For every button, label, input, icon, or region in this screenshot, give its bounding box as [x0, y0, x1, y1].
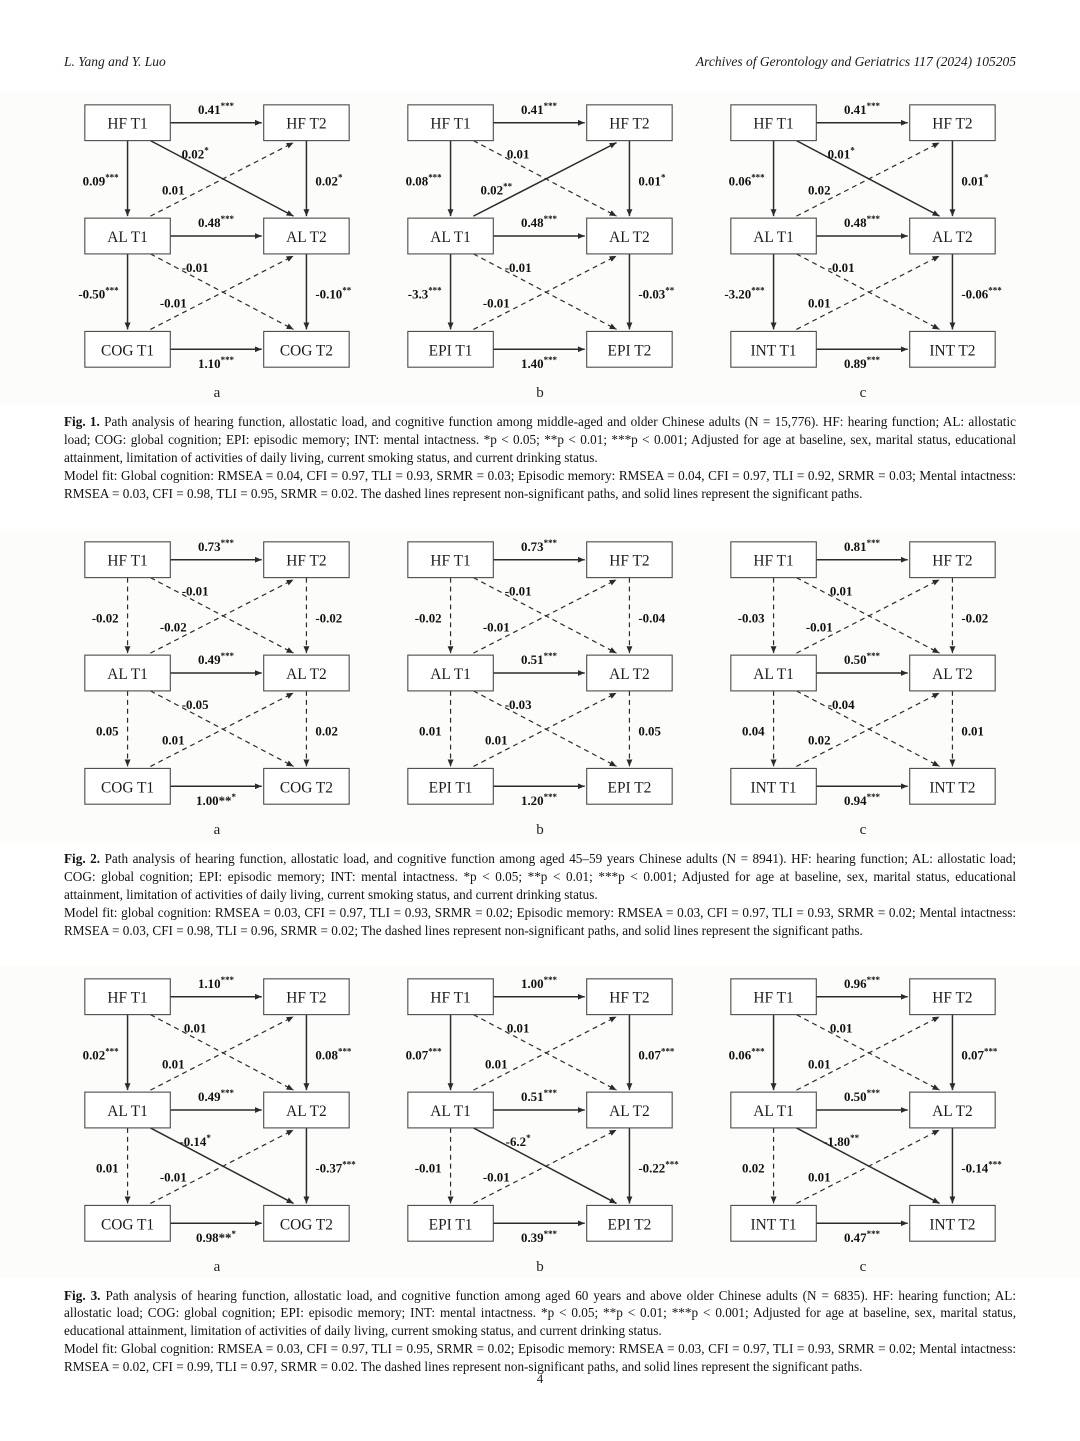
panel-letter: c	[859, 385, 867, 401]
path-coefficient-mid_h: 0.48***	[521, 214, 558, 231]
path-coefficient-d_lo_dn: -0.01	[181, 259, 209, 275]
path-coefficient-d_lo_dn: -0.03	[504, 696, 532, 712]
node-label-tl: HF T1	[107, 552, 148, 570]
path-coefficient-d_up_up: 0.01	[161, 1055, 185, 1071]
path-coefficient-rv_lo: 0.01	[961, 723, 984, 739]
path-coefficient-d_lo_up: -0.01	[159, 295, 187, 311]
path-arrow-d_up_dn-nonsignificant	[796, 577, 939, 653]
node-label-mr: AL T2	[286, 665, 327, 683]
path-coefficient-lv_up: -0.02	[414, 610, 442, 626]
fig3-panel-a	[58, 968, 376, 1276]
node-label-mr: AL T2	[609, 228, 650, 246]
path-coefficient-bot_h: 1.20***	[521, 791, 558, 808]
path-diagram	[704, 531, 1022, 821]
node-label-bl: INT T1	[750, 1215, 797, 1233]
path-coefficient-top_h: 0.81***	[844, 537, 881, 554]
path-coefficient-bot_h: 0.98***	[196, 1228, 236, 1245]
path-coefficient-d_lo_up: 0.01	[807, 1169, 831, 1185]
node-label-br: EPI T2	[607, 1215, 652, 1233]
node-label-bl: INT T1	[750, 342, 797, 360]
path-coefficient-d_up_dn: 0.01*	[827, 145, 855, 162]
node-label-ml: AL T1	[430, 665, 471, 683]
path-coefficient-d_lo_dn: -0.01	[827, 259, 855, 275]
node-label-bl: EPI T1	[428, 779, 473, 797]
path-coefficient-top_h: 1.10***	[198, 974, 235, 991]
figure-2-panels	[0, 529, 1080, 841]
panel-letter: a	[213, 385, 221, 401]
node-label-br: INT T2	[929, 342, 976, 360]
path-coefficient-d_lo_dn: -0.01	[504, 259, 532, 275]
node-label-tl: HF T1	[753, 115, 794, 133]
caption-body: Path analysis of hearing function, allostatic load, and cognitive function among aged 45–59 years Chinese adults (N = 8941). HF: hearing function; AL: allostatic load; COG: global cognition; EPI: episodic memory; INT: mental intactness. *p < 0.05; **p < 0.01; ***p < 0.001; Adjusted for age at baseline, sex, marital status, educational attainment, limitation of activities of daily living, current smoking status, and current drinking status.	[64, 850, 1016, 902]
figure-1-panels	[0, 92, 1080, 404]
path-coefficient-lv_lo: -0.50***	[78, 285, 119, 302]
path-coefficient-d_lo_dn: -0.04	[827, 696, 855, 712]
path-coefficient-d_up_up: 0.02**	[480, 181, 513, 198]
node-label-tl: HF T1	[753, 989, 794, 1007]
path-coefficient-rv_lo: 0.05	[638, 723, 661, 739]
node-label-tl: HF T1	[430, 989, 471, 1007]
node-label-br: INT T2	[929, 779, 976, 797]
path-coefficient-d_up_dn: 0.01	[506, 1020, 530, 1036]
path-arrow-d_lo_dn-nonsignificant	[150, 691, 293, 767]
path-coefficient-d_lo_dn: -6.2*	[505, 1132, 531, 1149]
node-label-ml: AL T1	[107, 228, 148, 246]
node-label-bl: COG T1	[100, 779, 155, 797]
caption-text	[64, 413, 1016, 467]
caption-label: Fig. 1.	[64, 414, 100, 429]
path-coefficient-lv_up: 0.02***	[82, 1045, 119, 1062]
path-coefficient-mid_h: 0.50***	[844, 650, 881, 667]
path-coefficient-top_h: 0.41***	[844, 100, 881, 117]
node-label-tl: HF T1	[107, 989, 148, 1007]
path-coefficient-mid_h: 0.51***	[521, 1087, 558, 1104]
path-coefficient-rv_lo: -0.14***	[961, 1159, 1002, 1176]
path-arrow-d_lo_dn-nonsignificant	[473, 691, 616, 767]
path-coefficient-top_h: 1.00***	[521, 974, 558, 991]
path-coefficient-d_up_up: -0.01	[482, 619, 510, 635]
node-label-ml: AL T1	[107, 665, 148, 683]
path-coefficient-rv_up: -0.04	[638, 610, 666, 626]
path-diagram	[381, 968, 699, 1258]
path-coefficient-d_lo_up: 0.01	[807, 295, 831, 311]
node-label-br: COG T2	[279, 1215, 334, 1233]
panel-letter: b	[536, 821, 544, 838]
panel-letter: b	[536, 385, 544, 401]
fig2-panel-b	[381, 531, 699, 839]
fig3-panel-c	[704, 968, 1022, 1276]
node-label-ml: AL T1	[753, 1102, 794, 1120]
path-arrow-d_up_dn-nonsignificant	[150, 577, 293, 653]
panel-letter: c	[859, 1258, 867, 1275]
figure-1-caption	[0, 413, 1080, 503]
path-coefficient-d_lo_up: 0.02	[807, 732, 831, 748]
node-label-tr: HF T2	[932, 115, 973, 133]
fig3-panel-b	[381, 968, 699, 1276]
path-coefficient-lv_up: 0.08***	[405, 172, 442, 189]
path-diagram	[58, 531, 376, 821]
node-label-tl: HF T1	[430, 552, 471, 570]
node-label-bl: INT T1	[750, 779, 797, 797]
path-coefficient-d_up_dn: 0.01	[506, 146, 530, 162]
page-number: 4	[536, 1371, 544, 1386]
path-arrow-d_lo_dn-significant	[150, 1127, 293, 1203]
path-coefficient-rv_lo: -0.10**	[315, 285, 352, 302]
node-label-br: COG T2	[279, 779, 334, 797]
node-label-bl: EPI T1	[428, 1215, 473, 1233]
path-coefficient-rv_up: 0.01*	[961, 172, 989, 189]
caption-body: Path analysis of hearing function, allostatic load, and cognitive function among middle-aged and older Chinese adults (N = 15,776). HF: hearing function; AL: allostatic load; COG: global cognition; EPI: episodic memory; INT: mental intactness. *p < 0.05; **p < 0.01; ***p < 0.001; Adjusted for age at baseline, sex, marital status, educational attainment, limitation of activities of daily living, current smoking status, and current drinking status.	[64, 414, 1016, 465]
path-coefficient-lv_lo: 0.01	[419, 723, 442, 739]
path-arrow-d_up_dn-nonsignificant	[796, 1014, 939, 1090]
path-diagram	[58, 94, 376, 384]
path-arrow-d_lo_dn-significant	[473, 1127, 616, 1203]
node-label-mr: AL T2	[286, 228, 327, 246]
path-coefficient-bot_h: 1.40***	[521, 355, 558, 372]
path-coefficient-top_h: 0.73***	[198, 537, 235, 554]
fig2-panel-a	[58, 531, 376, 839]
path-arrow-d_up_dn-nonsignificant	[473, 1014, 616, 1090]
path-arrow-d_up_dn-significant	[796, 141, 939, 217]
path-coefficient-d_up_dn: -0.01	[504, 583, 532, 599]
path-coefficient-rv_lo: -0.06***	[961, 285, 1002, 302]
path-coefficient-d_up_up: 0.01	[807, 1055, 831, 1071]
path-coefficient-lv_up: 0.09***	[82, 172, 119, 189]
path-coefficient-d_up_dn: 0.01	[183, 1020, 207, 1036]
path-coefficient-bot_h: 0.39***	[521, 1228, 558, 1245]
path-coefficient-d_up_up: 0.01	[484, 1055, 508, 1071]
path-coefficient-d_lo_up: 0.01	[161, 732, 185, 748]
node-label-tr: HF T2	[609, 989, 650, 1007]
path-coefficient-rv_up: 0.02*	[315, 172, 343, 189]
figure-1	[0, 92, 1080, 503]
path-coefficient-d_lo_up: -0.01	[159, 1169, 187, 1185]
path-coefficient-mid_h: 0.51***	[521, 650, 558, 667]
path-coefficient-bot_h: 0.94***	[844, 791, 881, 808]
node-label-br: EPI T2	[607, 342, 652, 360]
fig2-panel-c	[704, 531, 1022, 839]
path-coefficient-d_lo_dn: -0.14*	[179, 1132, 211, 1149]
path-coefficient-lv_lo: 0.04	[742, 723, 765, 739]
path-coefficient-lv_lo: 0.02	[742, 1160, 765, 1176]
caption-modelfit: Model fit: Global cognition: RMSEA = 0.03, CFI = 0.97, TLI = 0.95, SRMR = 0.02; Episodic memory: RMSEA = 0.03, CFI = 0.97, TLI = 0.93, SRMR = 0.02; Mental intactness: RMSEA = 0.02, CFI = 0.99, TLI = 0.97, SRMR = 0.02. The dashed lines represent non-significant paths, and solid lines represent the significant paths.	[64, 1341, 1016, 1375]
path-coefficient-d_up_up: -0.02	[159, 619, 187, 635]
path-coefficient-d_lo_up: 0.01	[484, 732, 508, 748]
path-coefficient-d_up_dn: 0.02*	[181, 145, 209, 162]
path-coefficient-rv_lo: -0.22***	[638, 1159, 679, 1176]
fig1-panel-c	[704, 94, 1022, 402]
path-coefficient-lv_up: 0.07***	[405, 1045, 442, 1062]
path-coefficient-lv_up: -0.02	[91, 610, 119, 626]
node-label-tr: HF T2	[286, 989, 327, 1007]
node-label-tl: HF T1	[107, 115, 148, 133]
path-coefficient-lv_up: 0.06***	[728, 172, 765, 189]
path-coefficient-top_h: 0.96***	[844, 974, 881, 991]
path-coefficient-d_up_dn: 0.01	[829, 1020, 853, 1036]
path-coefficient-d_up_dn: -0.01	[181, 583, 209, 599]
path-coefficient-d_lo_dn: -1.80**	[823, 1132, 860, 1149]
path-coefficient-rv_up: -0.02	[315, 610, 343, 626]
caption-modelfit: Model fit: Global cognition: RMSEA = 0.04, CFI = 0.97, TLI = 0.93, SRMR = 0.03; Episodic memory: RMSEA = 0.04, CFI = 0.97, TLI = 0.92, SRMR = 0.03; Mental intactness: RMSEA = 0.03, CFI = 0.98, TLI = 0.95, SRMR = 0.02. The dashed lines represent non-significant paths, and solid lines represent the significant paths.	[64, 467, 1016, 501]
running-header-authors: L. Yang and Y. Luo	[64, 54, 166, 69]
path-coefficient-top_h: 0.41***	[198, 100, 235, 117]
node-label-br: COG T2	[279, 342, 334, 360]
node-label-tr: HF T2	[932, 552, 973, 570]
caption-body: Path analysis of hearing function, allostatic load, and cognitive function among aged 60 years and above older Chinese adults (N = 6835). HF: hearing function; AL: allostatic load; COG: global cognition; EPI: episodic memory; INT: mental intactness. *p < 0.05; **p < 0.01; ***p < 0.001; Adjusted for age at baseline, sex, marital status, educational attainment, limitation of activities of daily living, current smoking status, and current drinking status.	[64, 1287, 1016, 1339]
path-coefficient-lv_up: 0.06***	[728, 1045, 765, 1062]
caption-label: Fig. 2.	[64, 850, 101, 866]
path-coefficient-d_up_up: 0.01	[161, 182, 185, 198]
path-diagram	[381, 531, 699, 821]
path-coefficient-lv_lo: -3.20***	[724, 285, 765, 302]
figure-3-panels	[0, 966, 1080, 1278]
path-diagram	[58, 968, 376, 1258]
node-label-br: INT T2	[929, 1215, 976, 1233]
path-diagram	[704, 94, 1022, 384]
node-label-tr: HF T2	[932, 989, 973, 1007]
node-label-mr: AL T2	[609, 1102, 650, 1120]
path-coefficient-rv_lo: -0.37***	[315, 1159, 356, 1176]
path-coefficient-top_h: 0.41***	[521, 100, 558, 117]
path-coefficient-mid_h: 0.48***	[198, 214, 235, 231]
path-coefficient-bot_h: 0.89***	[844, 355, 881, 372]
node-label-bl: EPI T1	[428, 342, 473, 360]
path-coefficient-bot_h: 1.00***	[196, 791, 236, 808]
figure-3-caption	[0, 1287, 1080, 1377]
path-coefficient-mid_h: 0.48***	[844, 214, 881, 231]
caption-text	[64, 1287, 1016, 1341]
path-coefficient-lv_up: -0.03	[737, 610, 765, 626]
path-coefficient-d_lo_dn: -0.05	[181, 696, 209, 712]
running-header	[0, 0, 1080, 70]
node-label-mr: AL T2	[932, 1102, 973, 1120]
path-coefficient-rv_up: 0.01*	[638, 172, 666, 189]
path-coefficient-rv_up: -0.02	[961, 610, 989, 626]
path-arrow-d_lo_dn-nonsignificant	[796, 254, 939, 330]
path-coefficient-bot_h: 1.10***	[198, 355, 235, 372]
path-arrow-d_lo_dn-significant	[796, 1127, 939, 1203]
path-coefficient-rv_up: 0.08***	[315, 1045, 352, 1062]
node-label-bl: COG T1	[100, 342, 155, 360]
node-label-mr: AL T2	[609, 665, 650, 683]
path-coefficient-rv_up: 0.07***	[961, 1045, 998, 1062]
panel-letter: b	[536, 1258, 544, 1275]
node-label-ml: AL T1	[430, 1102, 471, 1120]
path-coefficient-lv_lo: -0.01	[414, 1160, 442, 1176]
panel-letter: a	[213, 821, 221, 838]
node-label-ml: AL T1	[753, 665, 794, 683]
node-label-mr: AL T2	[932, 665, 973, 683]
node-label-ml: AL T1	[753, 228, 794, 246]
node-label-bl: COG T1	[100, 1215, 155, 1233]
path-coefficient-mid_h: 0.50***	[844, 1087, 881, 1104]
node-label-mr: AL T2	[286, 1102, 327, 1120]
panel-letter: c	[859, 821, 867, 838]
path-coefficient-top_h: 0.73***	[521, 537, 558, 554]
fig1-panel-a	[58, 94, 376, 402]
fig1-panel-b	[381, 94, 699, 402]
path-coefficient-d_up_dn: 0.01	[829, 583, 853, 599]
node-label-mr: AL T2	[932, 228, 973, 246]
path-coefficient-mid_h: 0.49***	[198, 1087, 235, 1104]
caption-label: Fig. 3.	[64, 1287, 101, 1303]
node-label-tr: HF T2	[609, 115, 650, 133]
node-label-tr: HF T2	[286, 552, 327, 570]
caption-modelfit: Model fit: global cognition: RMSEA = 0.03, CFI = 0.97, TLI = 0.93, SRMR = 0.02; Episodic memory: RMSEA = 0.03, CFI = 0.97, TLI = 0.93, SRMR = 0.02; Mental intactness: RMSEA = 0.03, CFI = 0.98, TLI = 0.96, SRMR = 0.02; The dashed lines represent non-significant paths, and solid lines represent the significant paths.	[64, 904, 1016, 938]
caption-text	[64, 850, 1016, 904]
path-arrow-d_up_dn-significant	[150, 141, 293, 217]
path-arrow-d_up_dn-nonsignificant	[473, 577, 616, 653]
path-diagram	[381, 94, 699, 384]
panel-letter: a	[213, 1258, 221, 1275]
node-label-tr: HF T2	[286, 115, 327, 133]
node-label-tl: HF T1	[430, 115, 471, 133]
node-label-ml: AL T1	[430, 228, 471, 246]
path-coefficient-d_lo_up: -0.01	[482, 1169, 510, 1185]
path-coefficient-lv_lo: 0.05	[96, 723, 119, 739]
path-coefficient-d_up_up: -0.01	[805, 619, 833, 635]
path-coefficient-mid_h: 0.49***	[198, 650, 235, 667]
path-arrow-d_up_dn-nonsignificant	[150, 1014, 293, 1090]
figure-2	[0, 529, 1080, 940]
path-coefficient-rv_up: 0.07***	[638, 1045, 675, 1062]
path-coefficient-bot_h: 0.47***	[844, 1228, 881, 1245]
path-arrow-d_lo_dn-nonsignificant	[473, 254, 616, 330]
path-diagram	[704, 968, 1022, 1258]
node-label-tl: HF T1	[753, 552, 794, 570]
path-arrow-d_lo_dn-nonsignificant	[150, 254, 293, 330]
path-coefficient-rv_lo: 0.02	[315, 723, 338, 739]
path-coefficient-d_lo_up: -0.01	[482, 295, 510, 311]
path-arrow-d_lo_dn-nonsignificant	[796, 691, 939, 767]
figure-3	[0, 966, 1080, 1377]
path-coefficient-lv_lo: -3.3***	[407, 285, 442, 302]
node-label-tr: HF T2	[609, 552, 650, 570]
running-header-journal: Archives of Gerontology and Geriatrics 117 (2024) 105205	[695, 54, 1016, 69]
path-coefficient-rv_lo: -0.03**	[638, 285, 675, 302]
node-label-ml: AL T1	[107, 1102, 148, 1120]
figure-2-caption	[0, 850, 1080, 940]
node-label-br: EPI T2	[607, 779, 652, 797]
path-coefficient-d_up_up: 0.02	[807, 182, 831, 198]
path-coefficient-lv_lo: 0.01	[96, 1160, 119, 1176]
